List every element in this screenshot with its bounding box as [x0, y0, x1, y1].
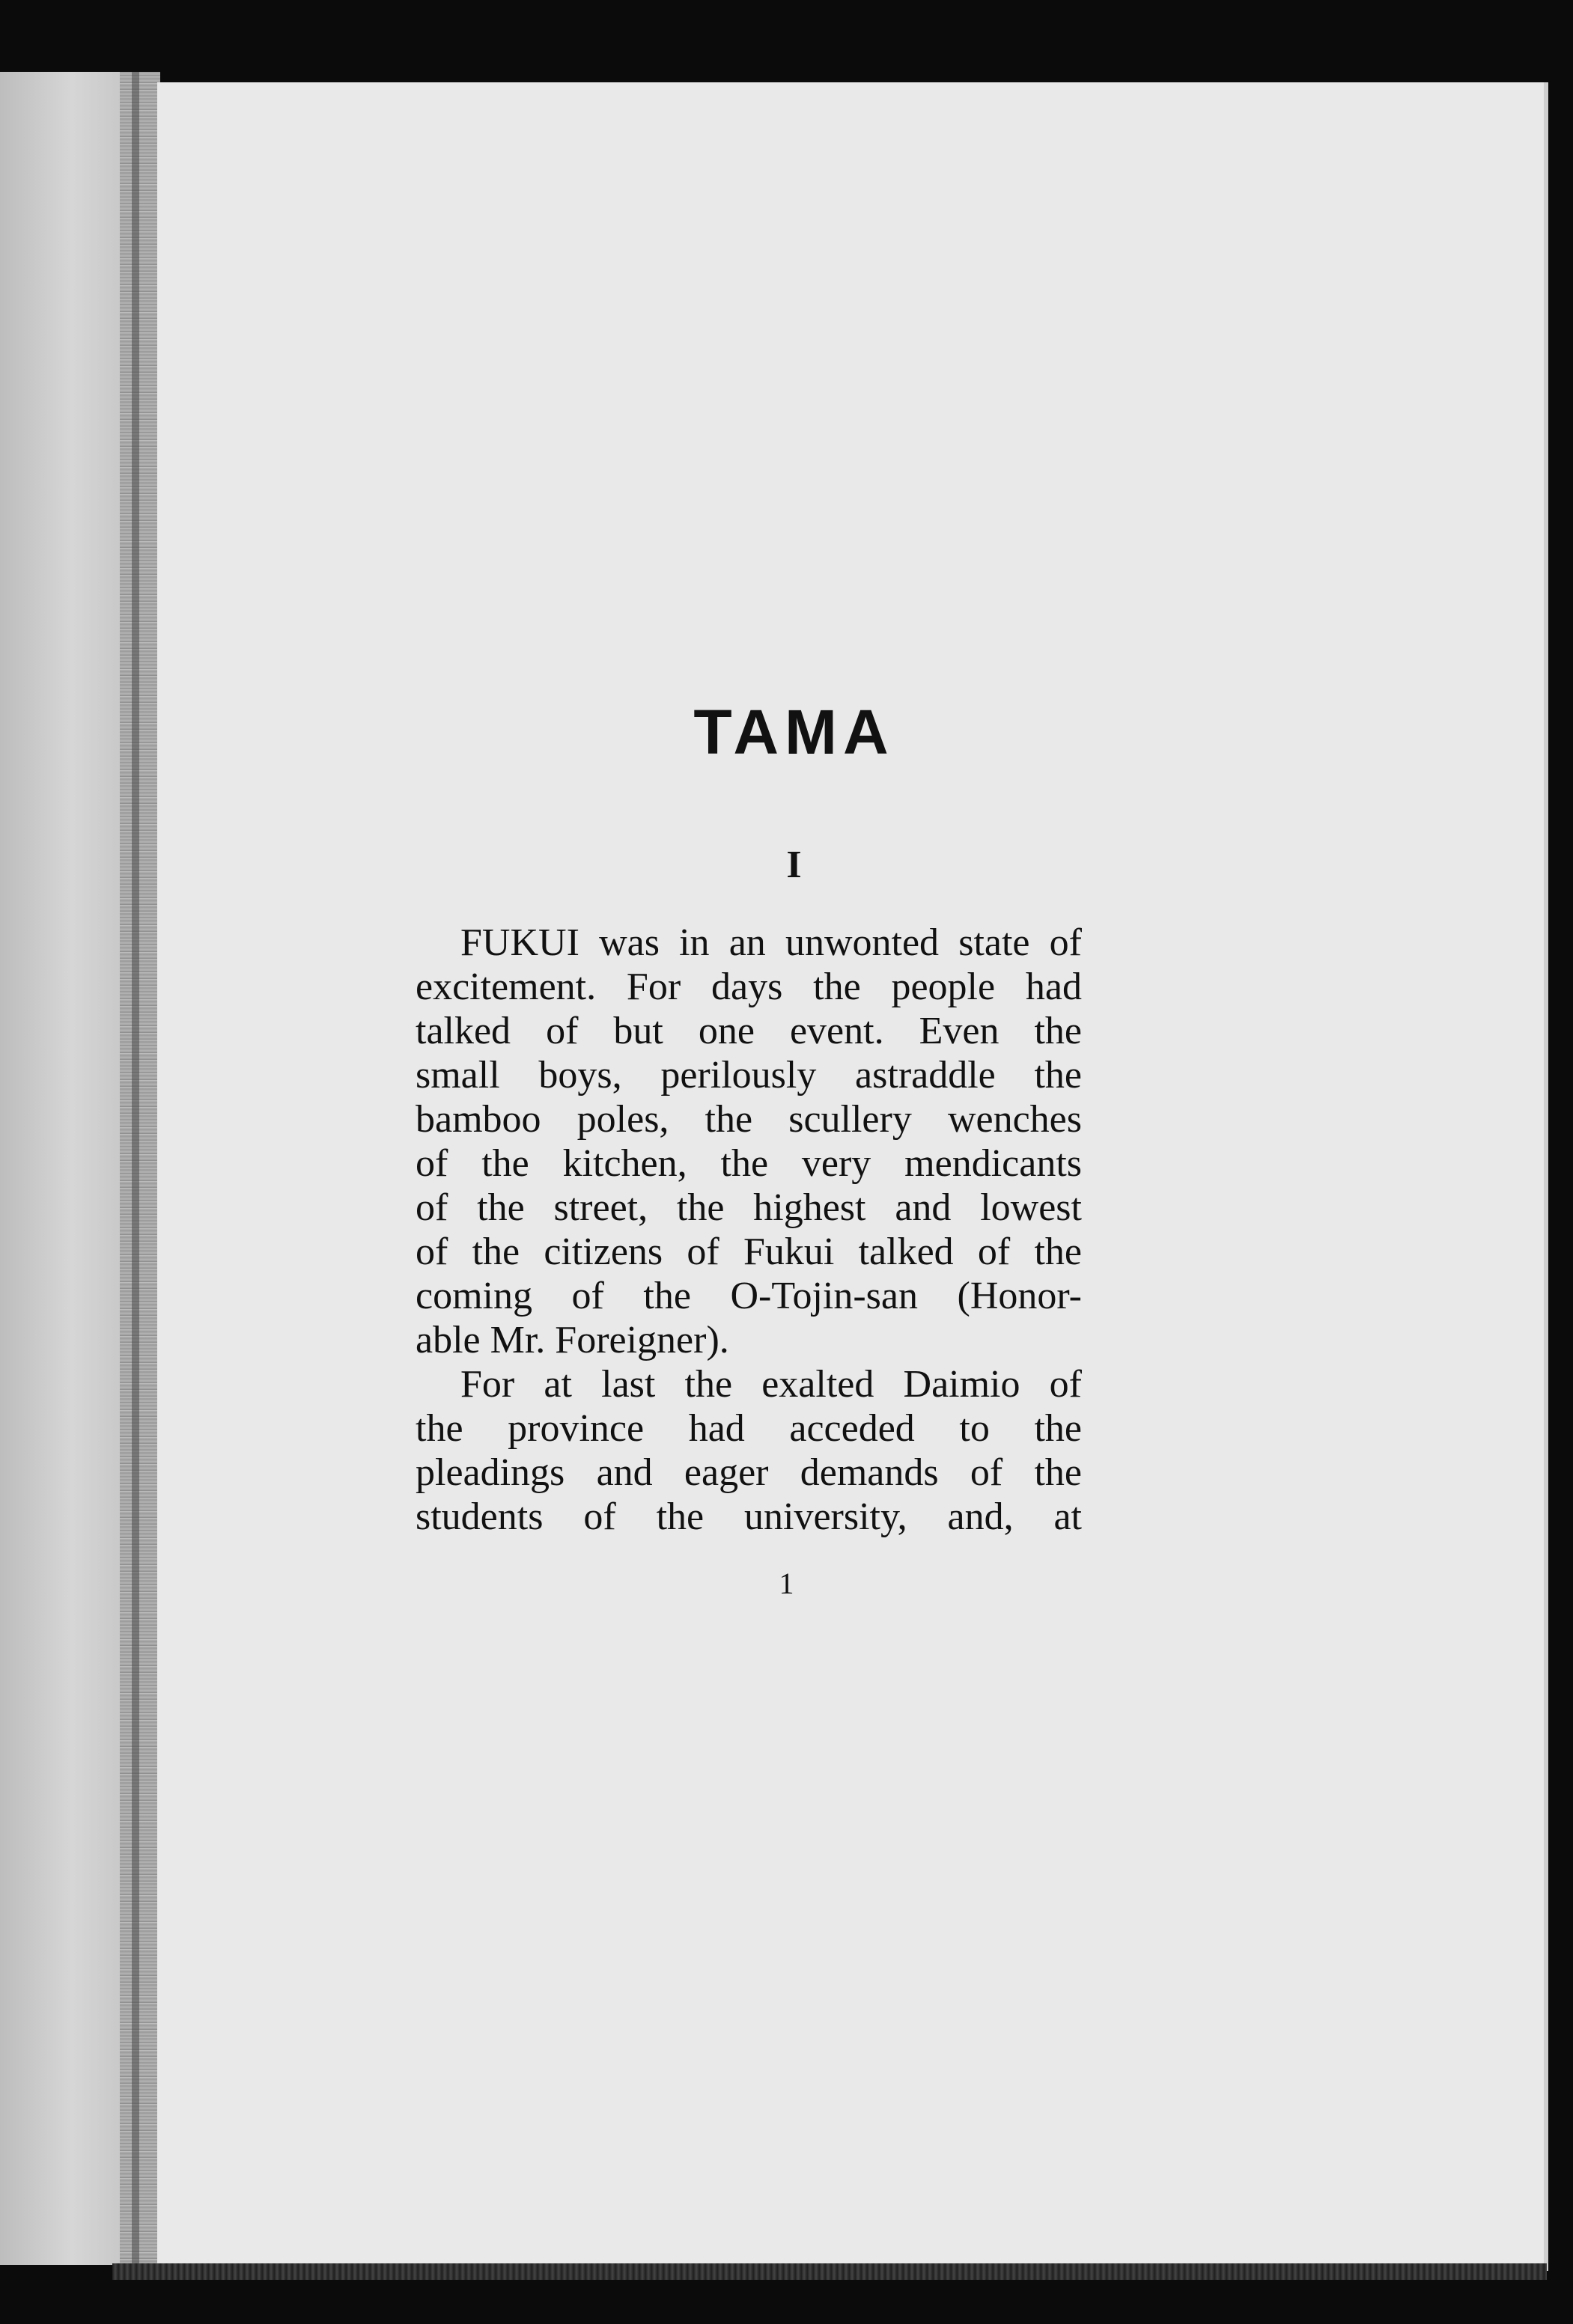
text-line: excitement. For days the people had [416, 966, 1082, 1008]
gutter-shadow [132, 72, 139, 2272]
left-page-edge [0, 72, 120, 2265]
text-line: small boys, perilously astraddle the [416, 1054, 1082, 1097]
text-line: able Mr. Foreigner). [416, 1319, 729, 1361]
book-gutter [120, 72, 160, 2272]
page-title: TAMA [693, 697, 895, 767]
text-line: the province had acceded to the [416, 1407, 1082, 1450]
text-line: of the citizens of Fukui talked of the [416, 1230, 1082, 1273]
text-line: For at last the exalted Daimio of [460, 1363, 1082, 1406]
text-line: talked of but one event. Even the [416, 1010, 1082, 1052]
text-line: pleadings and eager demands of the [416, 1451, 1082, 1494]
body-text [416, 921, 1082, 1539]
text-line: of the street, the highest and lowest [416, 1186, 1082, 1229]
text-line: of the kitchen, the very mendicants [416, 1142, 1082, 1185]
text-line: students of the university, and, at [416, 1495, 1082, 1538]
page-number: 1 [779, 1567, 794, 1600]
chapter-number: I [786, 844, 802, 886]
text-line: FUKUI was in an unwonted state of [460, 921, 1082, 964]
text-line: bamboo poles, the scullery wenches [416, 1098, 1082, 1141]
page-bottom-edge [112, 2263, 1547, 2280]
text-line: coming of the O-Tojin-san (Honor- [416, 1275, 1082, 1317]
